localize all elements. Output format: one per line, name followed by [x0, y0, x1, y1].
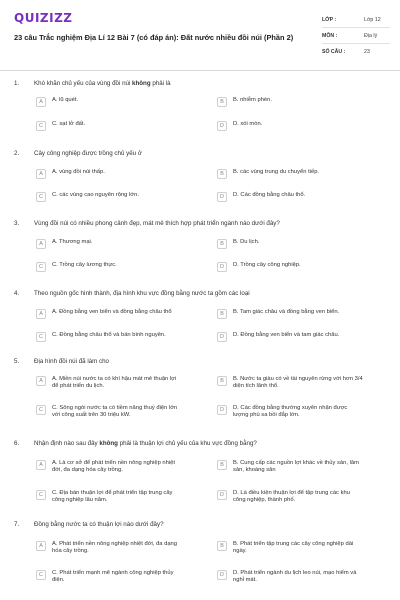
meta-value: 23: [364, 49, 370, 55]
option-letter: B: [217, 376, 227, 386]
option-letter: D: [217, 490, 227, 500]
option-d[interactable]: [217, 570, 363, 582]
option-text: D. Phát triển ngành du lịch leo núi, mạo hiểm và nghỉ mát.: [233, 570, 357, 584]
option-b[interactable]: [217, 309, 363, 321]
question-number: 3.: [14, 220, 20, 227]
option-text: C. Đồng bằng châu thổ và bán bình nguyên.: [52, 332, 166, 338]
question-number: 7.: [14, 521, 20, 528]
option-c[interactable]: [36, 262, 182, 274]
option-letter: C: [36, 192, 46, 202]
option-letter: B: [217, 460, 227, 470]
option-b[interactable]: [217, 239, 363, 251]
option-letter: A: [36, 460, 46, 470]
meta-value: Lớp 12: [364, 16, 381, 23]
option-letter: C: [36, 570, 46, 580]
option-text: C. Địa bàn thuận lợi để phát triển tập trung cây công nghiệp lâu năm.: [52, 490, 173, 504]
option-letter: D: [217, 262, 227, 272]
option-text: C. sạt lở đất.: [52, 121, 86, 127]
option-c[interactable]: [36, 405, 182, 417]
option-letter: B: [217, 97, 227, 107]
option-d[interactable]: [217, 405, 363, 417]
option-text: D. Là điều kiện thuận lợi để tập trung các khu công nghiệp, thành phố.: [233, 490, 350, 504]
meta-row-subject: [322, 28, 390, 44]
meta-value: Địa lý: [364, 32, 378, 39]
option-letter: C: [36, 405, 46, 415]
question-number: 6.: [14, 440, 20, 447]
option-a[interactable]: [36, 309, 182, 321]
question-number: 5.: [14, 358, 20, 365]
option-text: B. Cung cấp các nguồn lợi khác về thủy sản, lâm sản, khoáng sản: [233, 460, 359, 474]
option-text: C. Trồng cây lương thực.: [52, 262, 117, 268]
meta-row-class: [322, 12, 390, 28]
option-c[interactable]: [36, 490, 182, 502]
option-d[interactable]: [217, 262, 363, 274]
option-text: A. lũ quét.: [52, 97, 79, 103]
option-text: A. Miền núi nước ta có khí hậu mát mẻ thuận lợi để phát triển du lịch.: [52, 376, 177, 390]
option-letter: B: [217, 169, 227, 179]
option-letter: A: [36, 376, 46, 386]
option-text: A. vùng đồi núi thấp.: [52, 169, 105, 175]
option-letter: A: [36, 309, 46, 319]
question-number: 4.: [14, 290, 20, 297]
option-text: C. Phát triển mạnh mẽ ngành công nghiệp thủy điện.: [52, 570, 174, 584]
option-c[interactable]: [36, 570, 182, 582]
option-letter: C: [36, 262, 46, 272]
option-text: B. Du lịch.: [233, 239, 260, 245]
option-d[interactable]: [217, 121, 363, 133]
worksheet-meta: [322, 12, 390, 60]
option-text: B. Nước ta giàu có về tài nguyên rừng với hơn 3/4 diện tích lãnh thổ.: [233, 376, 363, 390]
option-text: D. Đồng bằng ven biển và tam giác châu.: [233, 332, 340, 338]
option-a[interactable]: [36, 239, 182, 251]
option-text: A. Là cơ sở để phát triển nền nông nghiệp nhiệt đới, đa dạng hóa cây trồng.: [52, 460, 175, 474]
option-text: D. Các đồng bằng thường xuyên nhận được lượng phù sa bồi đắp lớn.: [233, 405, 348, 419]
option-letter: D: [217, 192, 227, 202]
option-letter: B: [217, 309, 227, 319]
option-letter: A: [36, 97, 46, 107]
option-letter: D: [217, 121, 227, 131]
option-letter: C: [36, 490, 46, 500]
question-text: Đồng bằng nước ta có thuận lợi nào dưới đây?: [34, 521, 164, 528]
option-d[interactable]: [217, 332, 363, 344]
option-text: A. Đồng bằng ven biển và đồng bằng châu thổ: [52, 309, 172, 315]
option-letter: B: [217, 541, 227, 551]
option-text: C. Sông ngòi nước ta có tiềm năng thuỷ điện lớn với công suất trên 30 triệu kW.: [52, 405, 178, 419]
question-text: Khó khăn chủ yếu của vùng đồi núi không phải là: [34, 80, 171, 87]
question-text: Cây công nghiệp được trồng chủ yếu ở: [34, 150, 142, 157]
option-text: A. Thương mại.: [52, 239, 93, 245]
option-letter: A: [36, 541, 46, 551]
option-b[interactable]: [217, 97, 363, 109]
option-letter: A: [36, 169, 46, 179]
option-text: D. Các đồng bằng châu thổ.: [233, 192, 306, 198]
option-letter: D: [217, 570, 227, 580]
option-c[interactable]: [36, 121, 182, 133]
option-a[interactable]: [36, 97, 182, 109]
option-a[interactable]: [36, 376, 182, 388]
option-text: D. xói mòn.: [233, 121, 263, 127]
option-b[interactable]: [217, 169, 363, 181]
meta-label: MÔN :: [322, 32, 338, 39]
option-letter: C: [36, 332, 46, 342]
question-number: 2.: [14, 150, 20, 157]
question-text: Địa hình đồi núi đã làm cho: [34, 358, 109, 365]
question-number: 1.: [14, 80, 20, 87]
meta-label: LỚP :: [322, 16, 337, 23]
option-text: B. Tam giác châu và đồng bằng ven biển.: [233, 309, 340, 315]
option-a[interactable]: [36, 169, 182, 181]
quizizz-logo: QUIZIZZ: [14, 11, 73, 25]
option-letter: C: [36, 121, 46, 131]
meta-row-count: [322, 44, 390, 60]
question-text: Vùng đồi núi có nhiều phong cảnh đẹp, mát mẻ thích hợp phát triển ngành nào dưới đây?: [34, 220, 280, 227]
option-text: B. Phát triển tập trung các cây công nghiệp dài ngày.: [233, 541, 354, 555]
option-text: A. Phát triển nền nông nghiệp nhiệt đới, đa dạng hóa cây trồng.: [52, 541, 177, 555]
option-text: C. các vùng cao nguyên rộng lớn.: [52, 192, 139, 198]
option-letter: B: [217, 239, 227, 249]
option-b[interactable]: [217, 541, 363, 553]
option-text: D. Trồng cây công nghiệp.: [233, 262, 301, 268]
option-text: B. nhiễm phèn.: [233, 97, 272, 103]
option-a[interactable]: [36, 541, 182, 553]
question-text: Nhận định nào sau đây không phải là thuận lợi chủ yếu của khu vực đồng bằng?: [34, 440, 257, 447]
option-d[interactable]: [217, 192, 363, 204]
worksheet-title: 23 câu Trắc nghiệm Địa Lí 12 Bài 7 (có đáp án): Đất nước nhiều đồi núi (Phần 2): [14, 33, 294, 42]
meta-label: SỐ CÂU :: [322, 49, 346, 55]
option-d[interactable]: [217, 490, 363, 502]
worksheet-header: [0, 0, 400, 66]
option-letter: D: [217, 332, 227, 342]
option-text: B. các vùng trung du chuyển tiếp.: [233, 169, 320, 175]
option-c[interactable]: [36, 332, 182, 344]
option-b[interactable]: [217, 460, 363, 472]
header-divider: [0, 70, 400, 71]
option-b[interactable]: [217, 376, 363, 388]
option-a[interactable]: [36, 460, 182, 472]
question-text: Theo nguồn gốc hình thành, địa hình khu vực đồng bằng nước ta gồm các loại: [34, 290, 250, 297]
option-c[interactable]: [36, 192, 182, 204]
option-letter: A: [36, 239, 46, 249]
option-letter: D: [217, 405, 227, 415]
